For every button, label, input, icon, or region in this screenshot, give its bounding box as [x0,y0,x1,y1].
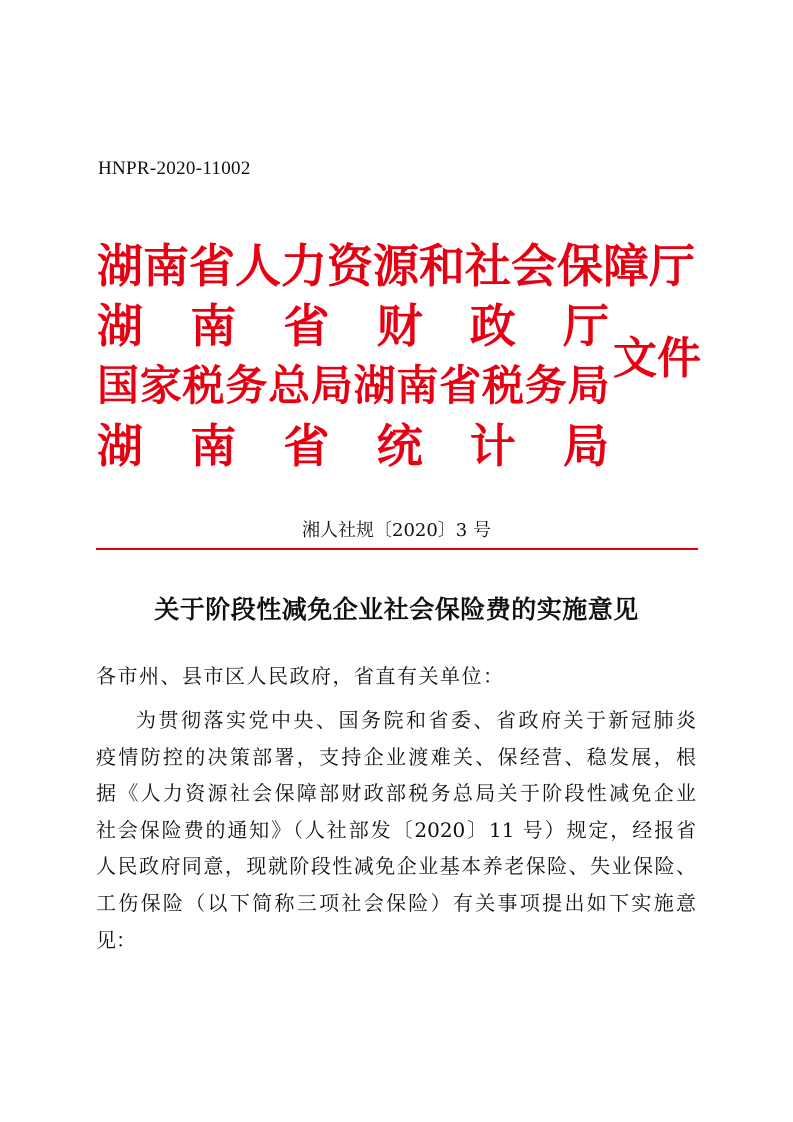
red-divider-line [96,548,698,550]
document-number: 湘人社规〔2020〕3 号 [302,520,491,541]
document-code: HNPR-2020-11002 [98,158,251,179]
addressee-line: 各市州、县市区人民政府，省直有关单位： [96,664,505,688]
body-paragraph [96,702,696,958]
issuer-line: 湖南省人力资源和社会保障厅 [97,239,695,293]
document-type-label: 文件 [613,333,701,384]
document-title: 关于阶段性减免企业社会保险费的实施意见 [154,595,639,624]
body-line: 为贯彻落实党中央、国务院和省委、省政府关于新冠肺炎 [136,708,696,732]
issuer-line: 湖 南 省 统 计 局 [97,419,609,473]
body-line: 社会保险费的通知》（人社部发〔2020〕11 号）规定，经报省 [96,817,696,842]
body-line: 疫情防控的决策部署，支持企业渡难关、保经营、稳发展，根 [96,744,696,769]
body-line: 见： [96,927,136,952]
body-line: 工伤保险（以下简称三项社会保险）有关事项提出如下实施意 [96,890,696,915]
issuer-line: 国家税务总局湖南省税务局 [97,361,609,410]
body-line: 据《人力资源社会保障部财政部税务总局关于阶段性减免企业 [96,781,696,806]
body-line: 人民政府同意，现就阶段性减免企业基本养老保险、失业保险、 [96,854,696,879]
issuer-line: 湖 南 省 财 政 厅 [97,299,609,353]
